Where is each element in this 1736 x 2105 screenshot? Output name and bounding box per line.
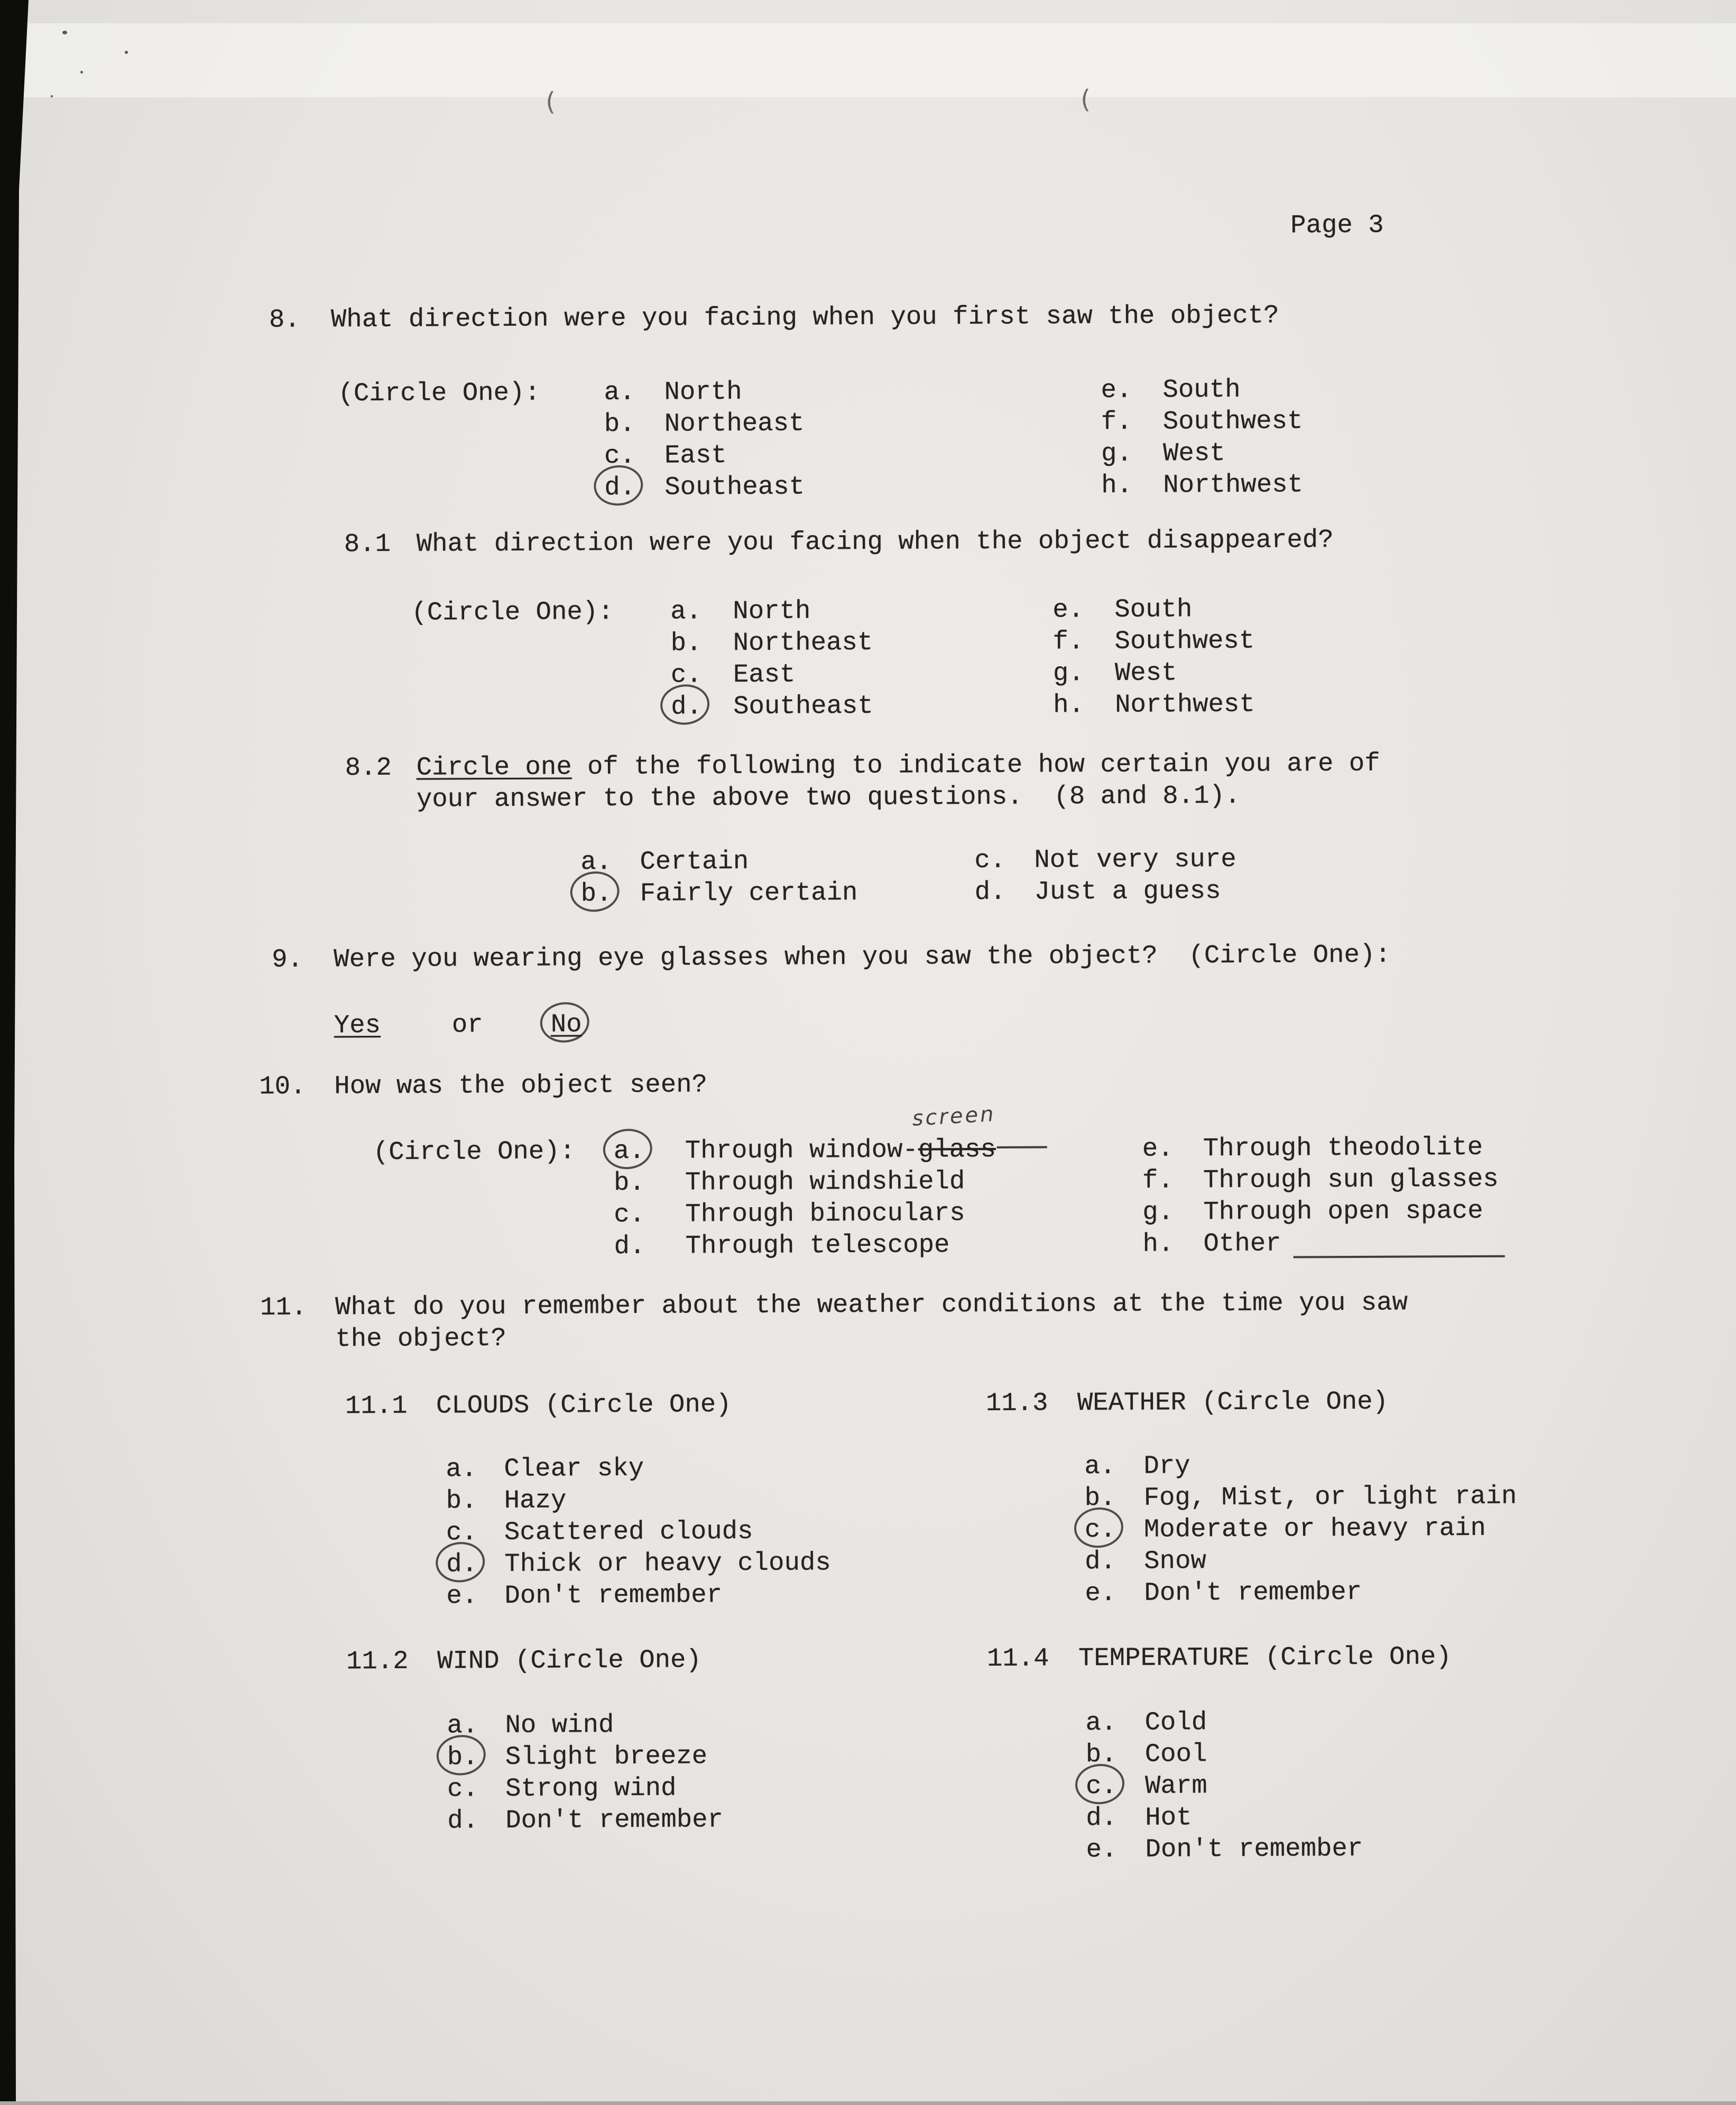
option-letter-circled: b. bbox=[580, 879, 612, 909]
option-label: No wind bbox=[505, 1710, 614, 1741]
option-label bbox=[685, 1134, 1047, 1167]
option-letter: e. bbox=[1101, 375, 1132, 406]
subsection-title: TEMPERATURE (Circle One) bbox=[1078, 1642, 1452, 1674]
option-letter: d. bbox=[974, 877, 1006, 907]
option-label: Warm bbox=[1144, 1771, 1207, 1801]
option-letter-circled: b. bbox=[447, 1742, 478, 1772]
question-text: How was the object seen? bbox=[334, 1070, 708, 1101]
question-8-1 bbox=[0, 522, 1734, 562]
option-label: Don't remember bbox=[504, 1580, 723, 1611]
option-letter: b. bbox=[446, 1486, 477, 1516]
question-text: the object? bbox=[335, 1323, 506, 1354]
option-letter-circled: a. bbox=[613, 1136, 645, 1166]
option-letter: f. bbox=[1142, 1165, 1174, 1196]
question-number: 8.2 bbox=[345, 752, 392, 783]
question-text: your answer to the above two questions. (8 and 8.1). bbox=[416, 780, 1241, 814]
option-letter: a. bbox=[580, 847, 612, 877]
option-letter: e. bbox=[1085, 1578, 1116, 1608]
question-number: 8.1 bbox=[344, 529, 391, 559]
option-letter: h. bbox=[1101, 470, 1133, 501]
option-letter: e. bbox=[446, 1581, 478, 1611]
option-letter: f. bbox=[1052, 627, 1084, 657]
subsection-title: CLOUDS (Circle One) bbox=[436, 1390, 732, 1421]
option-label: Don't remember bbox=[1145, 1833, 1363, 1864]
subsection-number: 11.3 bbox=[985, 1388, 1048, 1419]
subsection-headers bbox=[3, 1640, 1736, 1679]
option-letter: g. bbox=[1142, 1197, 1174, 1227]
option-label: Northeast bbox=[733, 627, 873, 658]
option-label: Strong wind bbox=[505, 1773, 677, 1804]
option-letter: b. bbox=[1084, 1483, 1116, 1513]
handwritten-annotation: screen bbox=[911, 1101, 996, 1131]
option-label: Through telescope bbox=[685, 1230, 950, 1261]
option-letter: g. bbox=[1052, 658, 1084, 688]
subsection-number: 11.1 bbox=[345, 1391, 408, 1421]
option-label: West bbox=[1114, 658, 1177, 688]
option-letter: g. bbox=[1101, 438, 1133, 469]
option-label-text: Through window- bbox=[685, 1135, 919, 1166]
option-letter: d. bbox=[447, 1806, 479, 1836]
option-letter: a. bbox=[1084, 1451, 1116, 1482]
option-label: Cold bbox=[1144, 1707, 1207, 1738]
subsection-number: 11.2 bbox=[346, 1646, 409, 1677]
option-label: Southwest bbox=[1162, 406, 1303, 437]
option-label: Northwest bbox=[1163, 470, 1304, 500]
option-label: Dry bbox=[1143, 1451, 1190, 1481]
yes-option: Yes bbox=[334, 1010, 381, 1041]
option-label: Through windshield bbox=[685, 1166, 965, 1198]
option-letter: b. bbox=[613, 1168, 645, 1198]
option-letter: e. bbox=[1142, 1134, 1174, 1164]
option-label: Not very sure bbox=[1034, 844, 1236, 875]
option-letter: b. bbox=[670, 628, 702, 658]
option-label: Northeast bbox=[664, 408, 805, 439]
no-option-circled: No bbox=[550, 1009, 582, 1040]
option-label: Slight breeze bbox=[505, 1741, 708, 1772]
option-label: Thick or heavy clouds bbox=[504, 1548, 831, 1579]
option-label: Hazy bbox=[504, 1485, 567, 1516]
option-label: Southwest bbox=[1114, 626, 1255, 656]
option-letter: d. bbox=[1085, 1546, 1116, 1577]
option-label: Fog, Mist, or light rain bbox=[1143, 1481, 1517, 1513]
subsection-title: WEATHER (Circle One) bbox=[1077, 1386, 1389, 1418]
or-label: or bbox=[451, 1010, 483, 1040]
subsection-title: WIND (Circle One) bbox=[437, 1645, 702, 1676]
option-letter-circled: d. bbox=[604, 472, 636, 503]
option-label: Southeast bbox=[664, 472, 805, 502]
option-letter: b. bbox=[604, 409, 635, 439]
question-text-underlined: Circle one bbox=[416, 752, 572, 783]
option-letter-circled: c. bbox=[1084, 1514, 1116, 1545]
option-letter: c. bbox=[670, 660, 702, 690]
option-letter: f. bbox=[1101, 407, 1132, 437]
option-letter: c. bbox=[446, 1518, 477, 1548]
question-text: of the following to indicate how certain you are of bbox=[571, 748, 1380, 782]
option-letter-circled: d. bbox=[446, 1549, 478, 1579]
option-label: East bbox=[664, 440, 727, 471]
option-label: Just a guess bbox=[1034, 876, 1221, 907]
question-8 bbox=[0, 298, 1733, 337]
option-letter: b. bbox=[1085, 1739, 1117, 1770]
option-letter: d. bbox=[1086, 1803, 1118, 1833]
option-letter: c. bbox=[614, 1199, 645, 1230]
option-letter: h. bbox=[1053, 690, 1085, 720]
option-label: South bbox=[1162, 374, 1241, 405]
option-label: North bbox=[733, 596, 811, 627]
option-label: Southeast bbox=[733, 691, 873, 722]
q9-answer-row bbox=[0, 1004, 1736, 1043]
question-number: 10. bbox=[259, 1071, 306, 1102]
option-letter: c. bbox=[604, 440, 636, 471]
option-label: Hot bbox=[1145, 1803, 1192, 1833]
option-label: Through sun glasses bbox=[1203, 1164, 1499, 1196]
circle-one-label: (Circle One): bbox=[411, 597, 614, 628]
option-label: Fairly certain bbox=[640, 878, 858, 908]
option-letter: a. bbox=[670, 596, 702, 627]
option-label: Through theodolite bbox=[1203, 1132, 1483, 1164]
option-label: East bbox=[733, 659, 796, 690]
option-label: West bbox=[1162, 438, 1225, 468]
option-label: Other bbox=[1203, 1228, 1281, 1259]
option-label: Through open space bbox=[1203, 1196, 1483, 1227]
page-number: Page 3 bbox=[1290, 210, 1384, 241]
option-label: South bbox=[1114, 594, 1193, 624]
option-label: North bbox=[664, 377, 742, 407]
question-number: 11. bbox=[260, 1292, 307, 1323]
option-letter: d. bbox=[614, 1231, 645, 1262]
option-label: Clear sky bbox=[504, 1453, 644, 1484]
option-label: Snow bbox=[1144, 1546, 1206, 1576]
option-letter: a. bbox=[446, 1454, 477, 1484]
question-number: 8. bbox=[269, 305, 300, 335]
other-blank-line bbox=[1293, 1227, 1504, 1258]
option-label: Cool bbox=[1144, 1739, 1207, 1769]
circle-one-label: (Circle One): bbox=[373, 1136, 576, 1168]
option-letter-circled: c. bbox=[1085, 1771, 1118, 1801]
option-label: Moderate or heavy rain bbox=[1143, 1513, 1486, 1545]
subsection-headers bbox=[2, 1384, 1736, 1423]
option-letter: a. bbox=[447, 1711, 478, 1741]
handwritten-row bbox=[0, 1097, 1736, 1136]
question-text: What do you remember about the weather conditions at the time you saw bbox=[335, 1288, 1408, 1322]
question-text: What direction were you facing when the object disappeared? bbox=[416, 525, 1334, 559]
option-label: Scattered clouds bbox=[504, 1516, 753, 1548]
option-label: Certain bbox=[640, 846, 749, 877]
option-letter: e. bbox=[1086, 1834, 1118, 1865]
option-letter: h. bbox=[1142, 1229, 1174, 1259]
option-letter: c. bbox=[974, 845, 1006, 876]
question-number: 9. bbox=[272, 944, 303, 975]
option-label: Don't remember bbox=[505, 1805, 724, 1836]
option-letter: a. bbox=[604, 377, 635, 408]
question-9 bbox=[0, 937, 1735, 977]
pencil-mark: ( bbox=[546, 87, 556, 117]
option-label: Through binoculars bbox=[685, 1198, 965, 1229]
question-text: What direction were you facing when you first saw the object? bbox=[330, 300, 1279, 335]
option-letter: e. bbox=[1052, 595, 1084, 625]
subsection-number: 11.4 bbox=[986, 1643, 1049, 1674]
option-letter-circled: d. bbox=[671, 692, 703, 722]
option-letter: a. bbox=[1085, 1707, 1117, 1738]
option-label: Northwest bbox=[1115, 689, 1255, 720]
option-letter: c. bbox=[447, 1774, 479, 1804]
circle-one-label: (Circle One): bbox=[338, 378, 540, 409]
question-text: Were you wearing eye glasses when you saw the object? (Circle One): bbox=[334, 940, 1391, 975]
struck-out-word: glass bbox=[918, 1135, 1047, 1165]
option-label: Don't remember bbox=[1144, 1577, 1362, 1608]
pencil-mark: ( bbox=[1081, 85, 1091, 115]
